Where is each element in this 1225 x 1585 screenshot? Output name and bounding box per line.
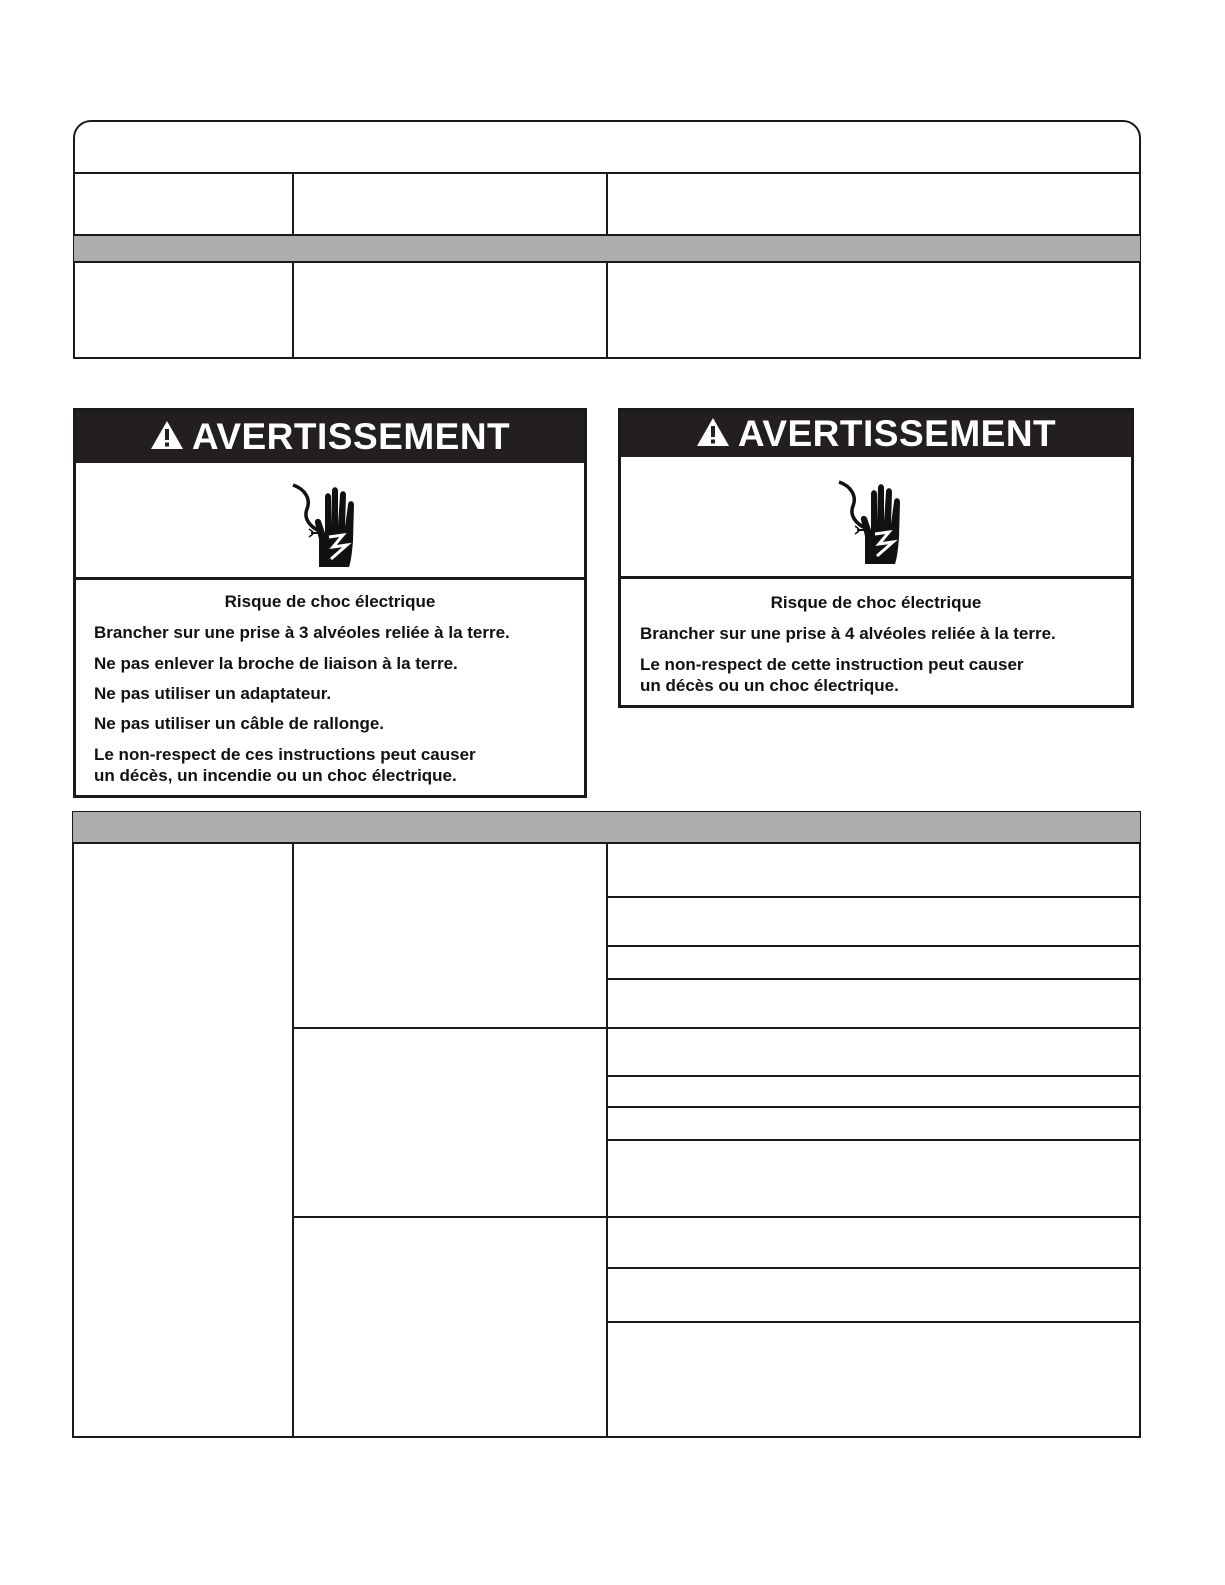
- bottom-table-row-rule: [606, 1075, 1140, 1077]
- warning-box-3-prong: [73, 408, 587, 798]
- bottom-table-row-rule: [606, 1139, 1140, 1141]
- bottom-table-row-rule: [606, 1267, 1140, 1269]
- warning-risk-label: Risque de choc électrique: [770, 593, 982, 612]
- warning-line: Le non-respect de ces instructions peut causer: [94, 745, 476, 764]
- warning-divider: [76, 577, 584, 580]
- warning-line: Ne pas utiliser un adaptateur.: [94, 684, 332, 703]
- electric-shock-hand-icon: [76, 469, 584, 579]
- bottom-table-group-rule: [292, 1027, 1140, 1029]
- warning-header: [621, 411, 1131, 457]
- bottom-table-row-rule: [606, 1321, 1140, 1323]
- bottom-table-row-rule: [606, 978, 1140, 980]
- bottom-table-row-rule: [606, 896, 1140, 898]
- warning-triangle-icon: [150, 420, 184, 455]
- warning-box-4-prong: [618, 408, 1134, 708]
- top-table-col-rule-1: [292, 172, 294, 234]
- warning-title: AVERTISSEMENT: [191, 416, 511, 457]
- top-table-section-band: [74, 234, 1140, 263]
- bottom-table-row-rule: [606, 1106, 1140, 1108]
- top-table-col-rule-2: [606, 172, 608, 234]
- bottom-table-col-rule-1: [292, 843, 294, 1437]
- warning-line: Brancher sur une prise à 4 alvéoles reliée à la terre.: [640, 624, 1056, 643]
- warning-line: Le non-respect de cette instruction peut causer: [640, 655, 1024, 674]
- electric-shock-hand-icon: [621, 465, 1131, 577]
- warning-risk-label: Risque de choc électrique: [224, 592, 436, 611]
- warning-line: un décès, un incendie ou un choc électrique.: [94, 766, 457, 785]
- bottom-table-row-rule: [606, 945, 1140, 947]
- warning-header: [76, 411, 584, 463]
- bottom-table-section-band: [73, 812, 1140, 844]
- warning-divider: [621, 576, 1131, 579]
- top-table-col-rule-4: [606, 263, 608, 358]
- warning-triangle-icon: [696, 417, 730, 452]
- warning-line: Brancher sur une prise à 3 alvéoles reliée à la terre.: [94, 623, 510, 642]
- warning-line: Ne pas utiliser un câble de rallonge.: [94, 714, 385, 733]
- warning-title: AVERTISSEMENT: [737, 413, 1057, 454]
- bottom-table-group-rule: [292, 1216, 1140, 1218]
- warning-line: Ne pas enlever la broche de liaison à la terre.: [94, 654, 458, 673]
- top-table-col-rule-3: [292, 263, 294, 358]
- warning-line: un décès ou un choc électrique.: [640, 676, 899, 695]
